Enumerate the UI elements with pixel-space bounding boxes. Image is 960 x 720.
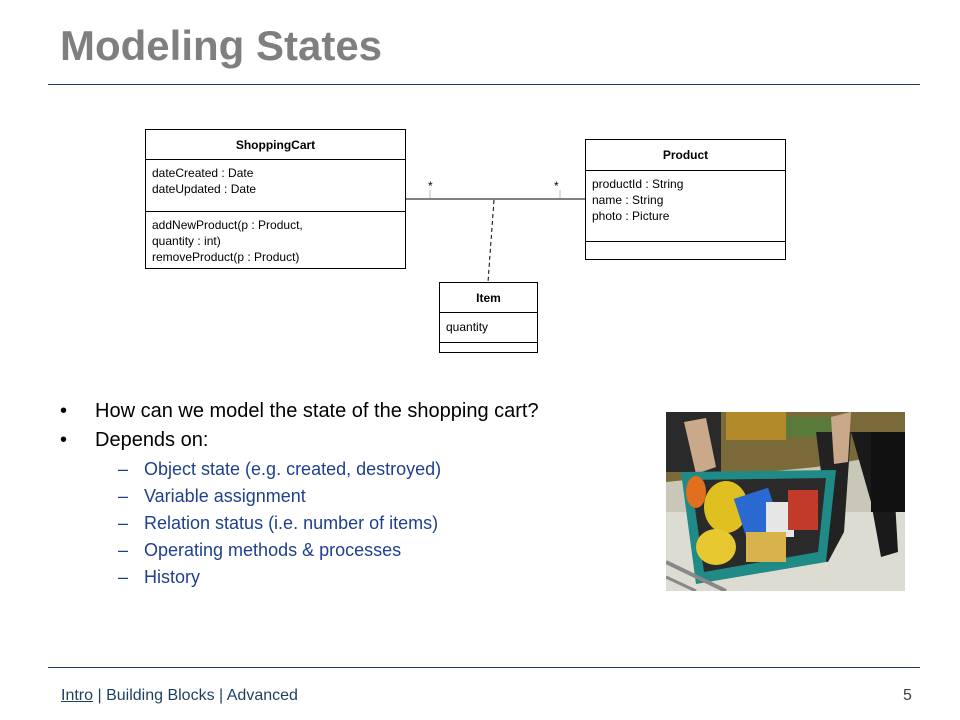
attribute: quantity <box>446 320 489 334</box>
bullet-text: Depends on: <box>95 429 209 451</box>
footer-link-building-blocks[interactable]: Building Blocks <box>106 687 215 704</box>
sub-bullet-item <box>60 566 640 588</box>
operation: addNewProduct(p : Product, <box>152 218 303 232</box>
bullet-item <box>60 429 640 452</box>
bullet-marker: • <box>60 429 68 451</box>
page-number: 5 <box>903 687 912 704</box>
footer-link-advanced[interactable]: Advanced <box>226 687 298 704</box>
title-divider <box>48 84 920 85</box>
sub-bullet-item <box>60 512 640 534</box>
sub-bullet-text: Relation status (i.e. number of items) <box>144 513 439 533</box>
class-name: Item <box>440 283 537 313</box>
attribute: dateUpdated : Date <box>152 182 257 196</box>
attribute: name : String <box>592 193 664 207</box>
footer-nav <box>61 687 298 705</box>
sub-bullet-text: Variable assignment <box>144 486 306 506</box>
class-product <box>585 139 786 260</box>
attribute: dateCreated : Date <box>152 166 254 180</box>
attribute: photo : Picture <box>592 209 670 223</box>
sub-bullet-text: Object state (e.g. created, destroyed) <box>144 459 442 479</box>
bullet-item <box>60 400 640 423</box>
class-attributes <box>146 160 405 212</box>
class-attributes <box>586 171 785 242</box>
multiplicity-product: * <box>554 179 559 193</box>
sub-bullet-marker: – <box>118 540 129 560</box>
bullet-marker: • <box>60 400 68 422</box>
bullet-text: How can we model the state of the shopping cart? <box>95 400 539 422</box>
sub-bullet-item <box>60 485 640 507</box>
bullet-list <box>60 400 640 593</box>
class-attributes <box>440 313 537 343</box>
class-item <box>439 282 538 353</box>
shopping-cart-illustration <box>666 412 905 591</box>
slide-title: Modeling States <box>60 22 383 69</box>
sub-bullet-text: History <box>144 567 201 587</box>
class-shoppingcart <box>145 129 406 269</box>
shopping-cart-photo <box>666 412 905 591</box>
footer-separator: | <box>97 687 102 704</box>
sub-bullet-text: Operating methods & processes <box>144 540 402 560</box>
sub-bullet-marker: – <box>118 567 129 587</box>
multiplicity-cart: * <box>428 179 433 193</box>
operation: removeProduct(p : Product) <box>152 250 300 264</box>
sub-bullet-marker: – <box>118 486 129 506</box>
sub-bullet-marker: – <box>118 459 129 479</box>
attribute: productId : String <box>592 177 684 191</box>
footer-separator: | <box>219 687 224 704</box>
sub-bullet-marker: – <box>118 513 129 533</box>
footer-link-intro[interactable]: Intro <box>61 687 94 704</box>
sub-bullet-item <box>60 539 640 561</box>
footer-divider <box>48 667 920 668</box>
sub-bullet-item <box>60 458 640 480</box>
class-name: Product <box>586 140 785 171</box>
association-class-link <box>488 200 494 282</box>
operation: quantity : int) <box>152 234 221 248</box>
class-operations <box>146 212 405 270</box>
class-name: ShoppingCart <box>146 130 405 160</box>
